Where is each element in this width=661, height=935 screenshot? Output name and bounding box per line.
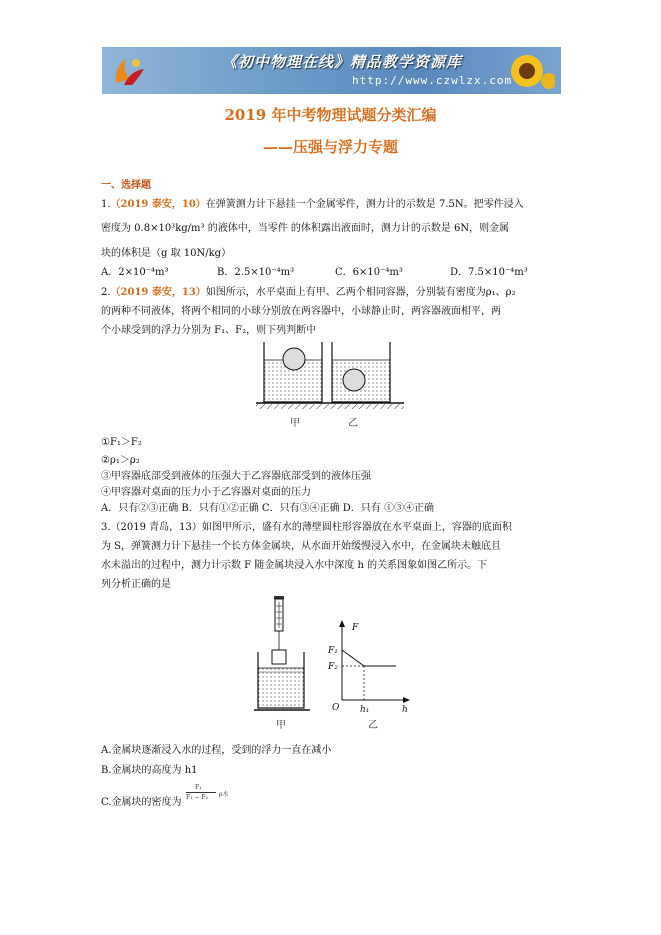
section-heading: 一、选择题 [101,180,151,191]
q3-origin: O [332,703,340,713]
q3-axis-f: F [352,623,359,633]
q1-line1: 1.（2019 泰安，10）在弹簧测力计下悬挂一个金属零件，测力计的示数是 7.5N。把零件浸入 [101,199,524,210]
q3-axis-h: h [402,705,408,715]
q2-line2: 的两种不同液体，将两个相同的小球分别放在两容器中，小球静止时，两容器液面相平，两 [101,306,501,317]
q3-label-jia: 甲 [276,720,286,731]
q3-tick-f1: F₁ [328,646,338,656]
q2-statement-3: ③甲容器底部受到液体的压强大于乙容器底部受到的液体压强 [101,471,371,482]
page-subtitle: ——压强与浮力专题 [262,138,398,156]
q1-line3: 块的体积是（g 取 10N/kg） [101,248,232,259]
q3-option-b: B.金属块的高度为 h1 [101,765,198,776]
q1-source: （2019 泰安，10） [110,199,206,210]
q3-fraction-bar [186,792,216,793]
logo-icon [110,53,150,89]
q3-line4: 列分析正确的是 [101,579,171,590]
q3-tick-h1: h₁ [360,705,370,715]
q3-fraction-rho: ρ水 [219,791,229,798]
q2-containers-figure [256,342,406,430]
q3-figure [254,596,414,741]
q3-line1: 3.（2019 青岛，13）如图甲所示，盛有水的薄壁圆柱形容器放在水平桌面上，容器的底面积 [101,522,512,533]
q2-statement-4: ④甲容器对桌面的压力小于乙容器对桌面的压力 [101,487,311,498]
q2-line1: 2.（2019 泰安，13）如图所示，水平桌面上有甲、乙两个相同容器，分别装有密度为ρ₁、ρ₂ [101,287,516,298]
sunflower-icon [495,51,555,91]
q2-options: A．只有②③正确 B．只有①②正确 C．只有③④正确 D．只有 ①③④正确 [101,503,434,514]
q3-line2: 为 S，弹簧测力计下悬挂一个长方体金属块，从水面开始缓慢浸入水中，在金属块未触底且 [101,541,502,552]
q3-fraction-num: F₁ [195,784,202,791]
q1-option-a: A．2×10⁻⁴m³ [101,267,169,278]
q3-option-a: A.金属块逐渐浸入水的过程，受到的浮力一直在减小 [101,745,332,756]
q3-tick-f2: F₂ [328,662,338,672]
q1-line2: 密度为 0.8×10³kg/m³ 的液体中，当零件 的体积露出液面时，测力计的示数是 6N，则金属 [101,223,510,234]
q1-option-b: B．2.5×10⁻⁴m³ [217,267,295,278]
q2-source: （2019 泰安，13） [110,287,206,298]
header-banner [102,47,561,94]
banner-url[interactable]: http://www.czwlzx.com [352,74,513,87]
q2-statement-2: ②ρ₁＞ρ₂ [101,455,140,466]
q3-label-yi: 乙 [368,720,378,731]
q1-option-c: C．6×10⁻⁴m³ [335,267,403,278]
q2-line3: 个小球受到的浮力分别为 F₁、F₂，则下列判断中 [101,325,317,336]
q3-fraction-den: F₁ − F₂ [186,794,208,801]
q2-label-jia: 甲 [290,418,300,429]
q3-option-c: C.金属块的密度为 [101,797,182,808]
q1-option-d: D．7.5×10⁻⁴m³ [450,267,528,278]
banner-title: 《初中物理在线》精品教学资源库 [222,53,463,71]
q2-label-yi: 乙 [348,418,358,429]
q2-statement-1: ①F₁＞F₂ [101,437,142,448]
page-title: 2019 年中考物理试题分类汇编 [224,106,437,124]
q3-line3: 水未溢出的过程中，测力计示数 F 随金属块浸入水中深度 h 的关系图象如图乙所示。下 [101,560,488,571]
